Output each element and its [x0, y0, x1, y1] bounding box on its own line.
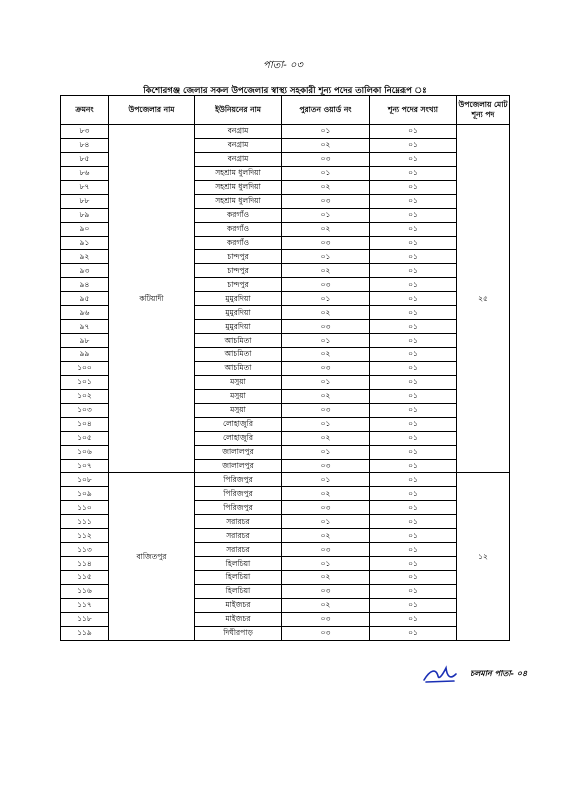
continuation-note: চলমান পাতা- ০৪: [470, 669, 528, 678]
cell-vacancy-count: ০১: [370, 278, 457, 292]
cell-ward: ০১: [282, 417, 370, 431]
table-row: [61, 473, 510, 487]
cell-ward: ০২: [282, 222, 370, 236]
cell-serial: ৯৪: [61, 278, 109, 292]
cell-ward: ০১: [282, 445, 370, 459]
cell-serial: ৯৯: [61, 348, 109, 362]
cell-vacancy-count: ০১: [370, 194, 457, 208]
cell-serial: ১১৭: [61, 598, 109, 612]
cell-union: বনগ্রাম: [195, 138, 282, 152]
cell-union: মুমুরদিয়া: [195, 292, 282, 306]
cell-serial: ১১৪: [61, 557, 109, 571]
cell-serial: ১০৮: [61, 473, 109, 487]
cell-serial: ৯৫: [61, 292, 109, 306]
cell-union: মুমুরদিয়া: [195, 320, 282, 334]
cell-serial: ১০৭: [61, 459, 109, 473]
cell-vacancy-count: ০১: [370, 375, 457, 389]
cell-vacancy-count: ০১: [370, 125, 457, 139]
cell-upazila: বাজিতপুর: [109, 473, 195, 640]
cell-ward: ০৩: [282, 194, 370, 208]
cell-serial: ১০৬: [61, 445, 109, 459]
cell-vacancy-count: ০১: [370, 306, 457, 320]
cell-union: জালালপুর: [195, 459, 282, 473]
cell-serial: ৯৮: [61, 334, 109, 348]
cell-vacancy-count: ০১: [370, 431, 457, 445]
cell-vacancy-count: ০১: [370, 264, 457, 278]
cell-ward: ০৩: [282, 320, 370, 334]
cell-vacancy-count: ০১: [370, 348, 457, 362]
cell-union: সহশ্রাম ধুলদিয়া: [195, 194, 282, 208]
cell-union: সরারচর: [195, 529, 282, 543]
signature-mark: [420, 662, 460, 686]
cell-ward: ০২: [282, 389, 370, 403]
cell-ward: ০২: [282, 138, 370, 152]
cell-union: লোহাজুরি: [195, 417, 282, 431]
cell-union: লোহাজুরি: [195, 431, 282, 445]
cell-vacancy-count: ০১: [370, 361, 457, 375]
cell-union: দিঘীরপাড়: [195, 626, 282, 640]
header-upazila: উপজেলার নাম: [109, 96, 195, 125]
cell-vacancy-count: ০১: [370, 417, 457, 431]
cell-vacancy-count: ০১: [370, 571, 457, 585]
cell-ward: ০৩: [282, 361, 370, 375]
cell-union: মসুয়া: [195, 403, 282, 417]
cell-serial: ১১৩: [61, 543, 109, 557]
cell-union: সহশ্রাম ধুলদিয়া: [195, 166, 282, 180]
cell-vacancy-count: ০১: [370, 166, 457, 180]
cell-serial: ৯৬: [61, 306, 109, 320]
header-serial: ক্রমনং: [61, 96, 109, 125]
cell-ward: ০১: [282, 557, 370, 571]
cell-serial: ৯২: [61, 250, 109, 264]
cell-union: আচমিতা: [195, 361, 282, 375]
cell-ward: ০৩: [282, 278, 370, 292]
cell-ward: ০৩: [282, 501, 370, 515]
cell-union: জালালপুর: [195, 445, 282, 459]
cell-union: সহশ্রাম ধুলদিয়া: [195, 180, 282, 194]
cell-upazila-total: ২৫: [457, 125, 510, 473]
cell-ward: ০৩: [282, 612, 370, 626]
cell-vacancy-count: ০১: [370, 529, 457, 543]
cell-ward: ০৩: [282, 459, 370, 473]
cell-vacancy-count: ০১: [370, 208, 457, 222]
page-number: পাতা- ০৩: [263, 60, 303, 71]
header-union: ইউনিয়নের নাম: [195, 96, 282, 125]
cell-serial: ৯৩: [61, 264, 109, 278]
cell-serial: ১১০: [61, 501, 109, 515]
cell-serial: ৯১: [61, 236, 109, 250]
cell-upazila-total: ১২: [457, 473, 510, 640]
cell-vacancy-count: ০১: [370, 250, 457, 264]
cell-vacancy-count: ০১: [370, 445, 457, 459]
cell-serial: ১০১: [61, 375, 109, 389]
cell-ward: ০২: [282, 348, 370, 362]
cell-serial: ১১৮: [61, 612, 109, 626]
header-vacancy-count: শূন্য পদের সংখ্যা: [370, 96, 457, 125]
cell-serial: ৮৯: [61, 208, 109, 222]
cell-serial: ১০২: [61, 389, 109, 403]
cell-union: মাইজচর: [195, 598, 282, 612]
cell-vacancy-count: ০১: [370, 598, 457, 612]
cell-vacancy-count: ০১: [370, 501, 457, 515]
cell-serial: ১১৬: [61, 584, 109, 598]
cell-vacancy-count: ০১: [370, 152, 457, 166]
cell-ward: ০২: [282, 431, 370, 445]
cell-ward: ০২: [282, 180, 370, 194]
cell-union: পিরিজপুর: [195, 501, 282, 515]
cell-ward: ০২: [282, 264, 370, 278]
cell-ward: ০১: [282, 515, 370, 529]
cell-serial: ১০৫: [61, 431, 109, 445]
cell-ward: ০২: [282, 487, 370, 501]
cell-union: চান্দপুর: [195, 250, 282, 264]
cell-vacancy-count: ০১: [370, 557, 457, 571]
cell-serial: ১০৯: [61, 487, 109, 501]
table-body: [61, 125, 510, 641]
cell-union: করগাঁও: [195, 222, 282, 236]
cell-vacancy-count: ০১: [370, 459, 457, 473]
header-ward: পুরাতন ওয়ার্ড নং: [282, 96, 370, 125]
cell-serial: ৮৭: [61, 180, 109, 194]
cell-serial: ৮৮: [61, 194, 109, 208]
cell-serial: ৯০: [61, 222, 109, 236]
cell-vacancy-count: ০১: [370, 403, 457, 417]
cell-serial: ৮৪: [61, 138, 109, 152]
cell-vacancy-count: ০১: [370, 543, 457, 557]
cell-ward: ০৩: [282, 584, 370, 598]
cell-vacancy-count: ০১: [370, 222, 457, 236]
cell-union: আচমিতা: [195, 348, 282, 362]
cell-ward: ০১: [282, 292, 370, 306]
cell-serial: ১১২: [61, 529, 109, 543]
table-row: [61, 125, 510, 139]
cell-union: মসুয়া: [195, 389, 282, 403]
cell-ward: ০৩: [282, 152, 370, 166]
cell-ward: ০১: [282, 334, 370, 348]
cell-ward: ০১: [282, 166, 370, 180]
cell-union: হিলচিয়া: [195, 557, 282, 571]
table-header-row: [61, 96, 510, 125]
cell-union: হিলচিয়া: [195, 584, 282, 598]
cell-serial: ১১৫: [61, 571, 109, 585]
cell-union: মাইজচর: [195, 612, 282, 626]
document-title: কিশোরগঞ্জ জেলার সকল উপজেলার স্বাস্থ্য সহকারী শূন্য পদের তালিকা নিম্নেরূপ ঃ: [143, 86, 427, 96]
cell-ward: ০১: [282, 473, 370, 487]
cell-union: পিরিজপুর: [195, 473, 282, 487]
cell-vacancy-count: ০১: [370, 138, 457, 152]
cell-ward: ০১: [282, 208, 370, 222]
cell-union: মসুয়া: [195, 375, 282, 389]
cell-vacancy-count: ০১: [370, 473, 457, 487]
cell-union: সরারচর: [195, 543, 282, 557]
header-upazila-total: উপজেলায় মোট শূন্য পদ: [457, 96, 510, 125]
cell-union: করগাঁও: [195, 236, 282, 250]
cell-vacancy-count: ০১: [370, 584, 457, 598]
cell-serial: ১০০: [61, 361, 109, 375]
cell-vacancy-count: ০১: [370, 515, 457, 529]
cell-serial: ১১১: [61, 515, 109, 529]
cell-union: মুমুরদিয়া: [195, 306, 282, 320]
cell-vacancy-count: ০১: [370, 292, 457, 306]
cell-vacancy-count: ০১: [370, 320, 457, 334]
cell-vacancy-count: ০১: [370, 487, 457, 501]
cell-serial: ১০৪: [61, 417, 109, 431]
cell-ward: ০২: [282, 571, 370, 585]
cell-union: চান্দপুর: [195, 264, 282, 278]
cell-serial: ৮৩: [61, 125, 109, 139]
cell-ward: ০৩: [282, 236, 370, 250]
cell-union: চান্দপুর: [195, 278, 282, 292]
cell-vacancy-count: ০১: [370, 626, 457, 640]
cell-vacancy-count: ০১: [370, 389, 457, 403]
cell-union: করগাঁও: [195, 208, 282, 222]
cell-ward: ০১: [282, 250, 370, 264]
cell-ward: ০৩: [282, 626, 370, 640]
cell-union: সরারচর: [195, 515, 282, 529]
cell-serial: ১০৩: [61, 403, 109, 417]
cell-vacancy-count: ০১: [370, 612, 457, 626]
cell-vacancy-count: ০১: [370, 180, 457, 194]
cell-union: বনগ্রাম: [195, 152, 282, 166]
cell-serial: ৯৭: [61, 320, 109, 334]
cell-serial: ৮৬: [61, 166, 109, 180]
cell-ward: ০৩: [282, 403, 370, 417]
cell-serial: ৮৫: [61, 152, 109, 166]
vacancy-table: [60, 95, 510, 641]
cell-upazila: কটিয়াদী: [109, 125, 195, 473]
cell-serial: ১১৯: [61, 626, 109, 640]
cell-vacancy-count: ০১: [370, 236, 457, 250]
cell-union: বনগ্রাম: [195, 125, 282, 139]
cell-ward: ০১: [282, 125, 370, 139]
cell-ward: ০২: [282, 598, 370, 612]
cell-union: আচমিতা: [195, 334, 282, 348]
cell-ward: ০৩: [282, 543, 370, 557]
cell-ward: ০১: [282, 375, 370, 389]
cell-union: পিরিজপুর: [195, 487, 282, 501]
cell-union: হিলচিয়া: [195, 571, 282, 585]
cell-vacancy-count: ০১: [370, 334, 457, 348]
cell-ward: ০২: [282, 306, 370, 320]
cell-ward: ০২: [282, 529, 370, 543]
